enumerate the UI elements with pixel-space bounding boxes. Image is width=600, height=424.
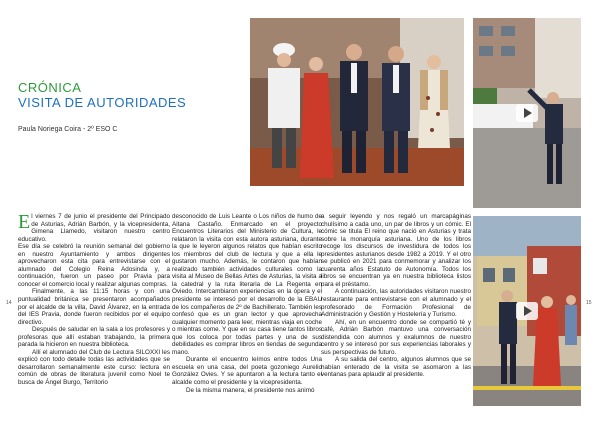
paragraph: Ahí, en un encuentro donde se compartió té y café, Adrián Barbón mantuvo una conversación distendida con alumnos y exalumnos de nuestro centro y se interesó por sus experiencias laborales y sus perspectivas de futuro. <box>321 318 471 356</box>
article-column-3 <box>321 213 471 379</box>
page-number-right: 15 <box>586 300 592 306</box>
waving-photo <box>473 18 581 208</box>
paragraph: De la misma manera, el presidente nos animó <box>186 386 315 394</box>
paragraph: Después de saludar en la sala a los profesores y profesoras que allí estaban trabajando, la primera parada la hicieron en nuestra biblioteca. <box>18 326 170 349</box>
article-column-2 <box>172 213 322 394</box>
paragraph: desconocido de Luis Leante o Los niños de humo de Aitana Castaño. Enmarcado en el proyecto Encuentros Literarios del Ministerio de Cultura, le relataron la visita con esta autora asturiana, durante la que le leyeron algunos relatos que habían escrito los miembros del club de lectura y que a ella le gustaron mucho. Además, le contaron que habían realizado también actividades culturales como la visita al Museo de Bellas Artes de Asturias, la visita a la catedral y la ruta literaria de La Regenta en Oviedo. Intercambiaron experiencias en la ópera y el presidente se interesó por el desarrollo de la EBAU de los compañeros de 2º de Bachillerato. También les confesó que es un gran lector y que aprovecha cualquier momento para leer, mientras viaja en coche o mientras come. Y que en su casa tiene tantos libros que los coloca por todas partes y una de sus debilidades es comprar libros en tiendas de segunda mano. <box>172 213 322 356</box>
section-heading: CRÓNICA <box>18 80 82 95</box>
paragraph: Finalmente, a las 11:15 horas y con una puntualidad británica se presentaron acompañados por el alcalde de la villa, David Álvarez, en la entrada del IES Pravia, donde fueron recibidos por el equipo directivo. <box>18 288 170 326</box>
article-headline: VISITA DE AUTORIDADES <box>18 95 187 110</box>
video-play-icon[interactable] <box>516 104 538 122</box>
greeting-photo <box>473 216 581 406</box>
paragraph: Ese día se celebró la reunión semanal del gobierno en nuestro Ayuntamiento y ambos dirigentes aprovecharon esta cita para entrevistarse con el alumnado del Colegio Reina Adosinda y, a continuación, fueron un paseo por Pravia para conocer el comercio local y realizar algunas compras. <box>18 243 170 288</box>
page-number-left: 14 <box>6 300 12 306</box>
article-title <box>18 80 238 110</box>
drop-cap: E <box>18 211 31 233</box>
paragraph: A su salida del centro, algunos alumnos que se habían enterado de la visita se asomaron a las ventanas para aplaudir al presidente. <box>321 356 471 379</box>
author-byline: Paula Noriega Coira - 2º ESO C <box>18 126 118 133</box>
paragraph: Allí el alumnado del Club de Lectura SILOXXI les explicó con todo detalle todas las actividades que se desarrollaron semanalmente este curso: lectura en común de obras de literatura juvenil como Noel te busca de Ángel Burgo, Territorio <box>18 348 170 387</box>
paragraph <box>18 213 170 243</box>
paragraph: A continuación, las autoridades visitaron nuestro restaurante para entrevistarse con el alumnado y el profesorado de Formación Profesional de Administración y Gestión y Hostelería y Turismo. <box>321 288 471 319</box>
group-photo <box>250 18 464 186</box>
group-photo-illustration <box>250 18 464 186</box>
article-column-1 <box>18 213 170 387</box>
paragraph: Durante el encuentro leímos entre todos Una escuela en una casa, del poeta gozoniego Aurelio González Ovies. Y se apuntaron a la lectura tanto el alcalde como el presidente y la vicepresidenta. <box>172 356 322 387</box>
paragraph: a seguir leyendo y nos regaló un marcapáginas chulísimo a cada uno, un par de libros y un cómic. El cómic se titula El reino que nació en Asturias y trata sobre la monarquía asturiana. Uno de los libros recoge los discursos de investidura de todos los presidentes asturianos desde 1982 a 2019. Y el otro se publicó en 2021 para conmemorar y analizar los cuarenta años Estatuto de Autonomía. Todos los libros se encuentran ya en nuestra biblioteca listos para el préstamo. <box>321 213 471 288</box>
paragraph-text: l viernes 7 de junio el presidente del Principado de Asturias, Adrián Barbón, y la vicepresidenta, Gimena Llamedo, visitaron nuestro centro educativo. <box>18 213 170 243</box>
video-play-icon[interactable] <box>516 302 538 320</box>
